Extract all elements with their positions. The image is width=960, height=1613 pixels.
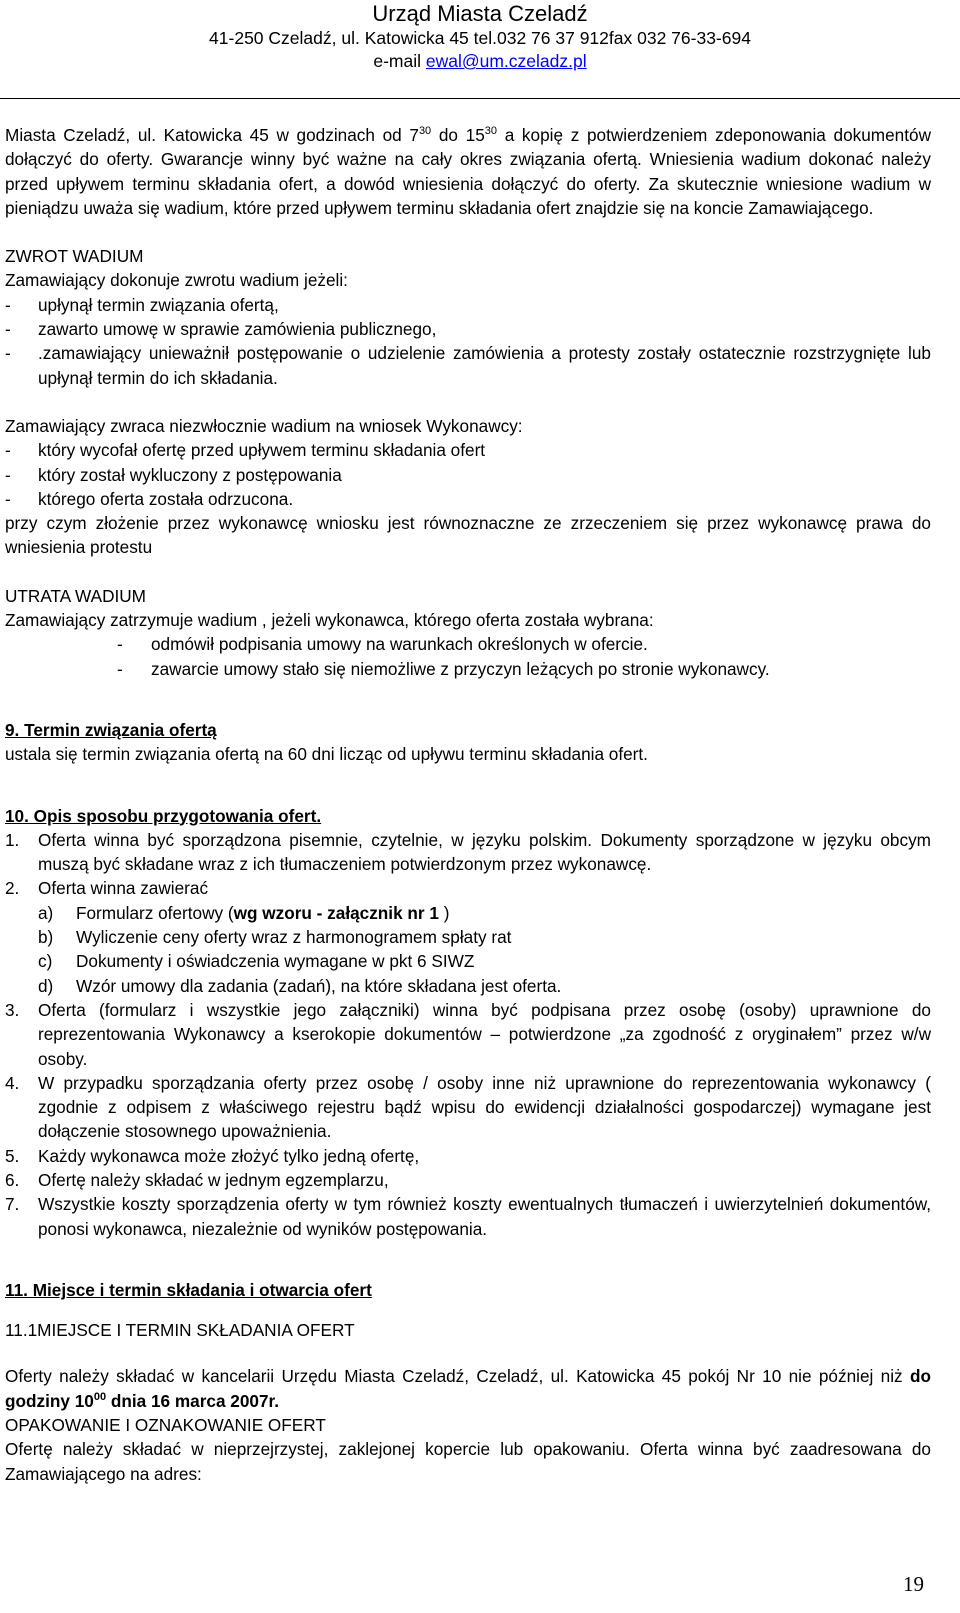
list-item [5,293,931,317]
list-item [5,317,931,341]
list-text: który wycofał ofertę przed upływem terminu składania ofert [38,440,486,461]
packing-title: OPAKOWANIE I OZNAKOWANIE OFERT [5,1415,326,1436]
wadium-text-b: do 15 [431,125,485,145]
sub-list-item [5,901,931,925]
list-number: 2. [5,878,20,899]
letterhead [0,0,960,73]
sub-list-item [5,949,931,973]
header-divider [0,98,960,99]
utrata-title: UTRATA WADIUM [5,585,146,606]
list-marker: - [5,294,11,315]
list-text: Oferta winna zawierać [38,878,209,899]
list-marker: - [117,658,123,679]
utrata-intro: Zamawiający zatrzymuje wadium , jeżeli wykonawca, którego oferta została wybrana: [5,610,654,631]
list-marker: - [5,343,11,364]
list-item [5,828,931,877]
list-item [5,632,931,656]
letterhead-address: 41-250 Czeladź, ul. Katowicka 45 tel.032 76 37 912fax 032 76-33-694 [209,28,751,48]
list-marker: - [5,319,11,340]
list-text: Oferta winna być sporządzona pisemnie, czytelnie, w języku polskim. Dokumenty sporządzone w języku obcym muszą być składane wraz z ich tłumaczeniem potwierdzonym przez wykonawcę. [38,829,931,875]
wadium-sup-2: 30 [484,125,498,137]
sub-list-text: Dokumenty i oświadczenia wymagane w pkt 6 SIWZ [76,951,475,972]
email-link[interactable]: ewal@um.czeladz.pl [425,51,587,71]
list-item [5,1168,931,1192]
list-text: którego oferta została odrzucona. [38,488,294,509]
list-item [5,463,931,487]
list-text: zawarto umowę w sprawie zamówienia publicznego, [38,319,437,340]
list-text: odmówił podpisania umowy na warunkach określonych w ofercie. [151,634,648,655]
list-text: Oferta (formularz i wszystkie jego załączniki) winna być podpisana przez osobę (osoby) uprawnione do reprezentowania Wykonawcy a kserokopie dokumentów – potwierdzone „za zgodność z oryginałem” przez w/w osoby. [38,999,931,1069]
packing-text: Ofertę należy składać w nieprzejrzystej, zaklejonej kopercie lub opakowaniu. Oferta winna być zaadresowana do Zamawiającego na adres: [5,1439,931,1484]
wadium-text-a: Miasta Czeladź, ul. Katowicka 45 w godzinach od 7 [5,125,419,145]
section-11-heading: 11. Miejsce i termin składania i otwarcia ofert [5,1279,372,1300]
zwrot-intro: Zamawiający dokonuje zwrotu wadium jeżeli: [5,270,348,291]
sub-list-letter: d) [38,975,54,996]
section-9-text: ustala się termin związania ofertą na 60 dni licząc od upływu terminu składania ofert. [5,744,648,765]
section-10-heading: 10. Opis sposobu przygotowania ofert. [5,805,322,826]
list-number: 1. [5,829,20,850]
list-marker: - [117,634,123,655]
list-text: Ofertę należy składać w jednym egzemplarzu, [38,1169,389,1190]
list-text: zawarcie umowy stało się niemożliwe z przyczyn leżących po stronie wykonawcy. [151,658,770,679]
list-number: 4. [5,1072,20,1093]
sub-list-item [5,974,931,998]
sub-list-text: Wzór umowy dla zadania (zadań), na które składana jest oferta. [76,975,562,996]
sub-list-text: Wyliczenie ceny oferty wraz z harmonogramem spłaty rat [76,927,512,948]
section-11-paragraph: Oferty należy składać w kancelarii Urzędu Miasta Czeladź, Czeladź, ul. Katowicka 45 pokój Nr 10 nie później niż do godziny $10^{00}$ dnia 16 marca 2007r. [5,1366,931,1411]
email-prefix: e-mail [373,51,426,71]
list-marker: - [5,488,11,509]
letterhead-email-line [0,50,960,73]
list-item [5,1144,931,1168]
list-text: Każdy wykonawca może złożyć tylko jedną ofertę, [38,1145,420,1166]
list-item [5,438,931,462]
sub-list-letter: b) [38,927,54,948]
list-number: 6. [5,1169,20,1190]
zwrot-note: przy czym złożenie przez wykonawcę wniosku jest równoznaczne ze zrzeczeniem się przez wykonawcę prawa do wniesienia protestu [5,513,931,558]
list-item [5,341,931,390]
list-item [5,657,931,681]
zwrot-title: ZWROT WADIUM [5,246,144,267]
list-text: W przypadku sporządzania oferty przez osobę / osoby inne niż uprawnione do reprezentowania wykonawcy ( zgodnie z odpisem z właściwego rejestru bądź wpisu do ewidencji działalności gospodarczej) wymagane jest dołączenie stosownego upoważnienia. [38,1072,931,1142]
list-item [5,1192,931,1241]
list-number: 3. [5,999,20,1020]
list-item [5,487,931,511]
list-marker: - [5,440,11,461]
list-text: .zamawiający unieważnił postępowanie o udzielenie zamówienia a protesty zostały ostatecznie rozstrzygnięte lub upłynął termin do ich składania. [38,343,931,388]
list-item [5,876,931,900]
list-marker: - [5,464,11,485]
wadium-text-c: a kopię z potwierdzeniem zdeponowania dokumentów dołączyć do oferty. Gwarancje winny być ważne na cały okres związania ofertą. Wniesienia wadium dokonać należy przed upływem terminu składania ofert, a dowód wniesienia dołączyć do oferty. Za skutecznie wniesione wadium w pieniądzu uważa się wadium, które przed upływem terminu składania ofert znajdzie się na koncie Zamawiającego. [5,125,931,218]
sub-list-letter: c) [38,951,53,972]
section-9-heading: 9. Termin związania ofertą [5,719,217,740]
list-text: upłynął termin związania ofertą, [38,294,279,315]
wadium-sup-1: 30 [418,125,432,137]
section-11-1-heading: 11.1MIEJSCE I TERMIN SKŁADANIA OFERT [5,1320,355,1341]
list-number: 5. [5,1145,20,1166]
list-text: Wszystkie koszty sporządzenia oferty w tym również koszty ewentualnych tłumaczeń i uwierzytelnień dokumentów, ponosi wykonawca, niezależnie od wyników postępowania. [38,1194,931,1239]
wadium-paragraph [5,123,931,220]
list-text: który został wykluczony z postępowania [38,464,342,485]
page-number: 19 [903,1572,924,1596]
document-body [5,123,931,1486]
letterhead-title: Urząd Miasta Czeladź [372,1,588,26]
list-number: 7. [5,1194,20,1215]
list-item [5,1071,931,1144]
sub-list-text: Formularz ofertowy (wg wzoru - załącznik nr 1 ) [76,902,450,923]
sub-list-letter: a) [38,902,54,923]
sub-list-item [5,925,931,949]
list-item [5,998,931,1071]
zwrot-request-intro: Zamawiający zwraca niezwłocznie wadium na wniosek Wykonawcy: [5,415,523,436]
